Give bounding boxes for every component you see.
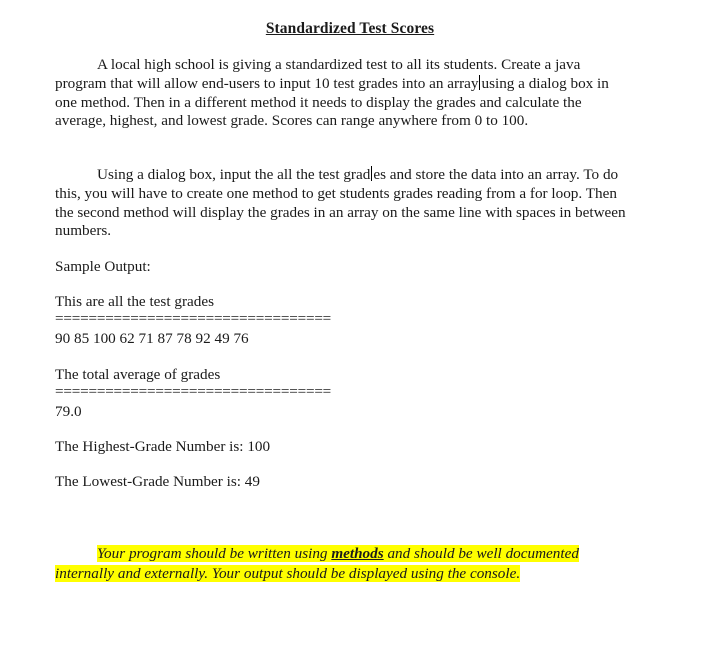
instructions-paragraph (55, 166, 633, 241)
lowest-grade-line: The Lowest-Grade Number is: 49 (55, 473, 260, 490)
intro-paragraph (55, 56, 633, 131)
instructions-text-end: es and store the data into an array. To do this, you will have to create one method to get students grades reading from a for loop. Then the second method will display the grades in an array on the same line with spaces in between numbers. (55, 166, 626, 240)
intro-text-end: using a dialog box in one method. Then in a different method it needs to display the grades and calculate the average, highest, and lowest grade. Scores can range anywhere from 0 to 100. (55, 74, 609, 130)
separator-line: ================================= (55, 310, 332, 327)
requirements-note (55, 544, 635, 584)
average-header: The total average of grades (55, 366, 221, 383)
intro-text-start: A local high school is giving a standardized test to all its students. Create a java program that will allow end-users to input 10 test grades into an array (55, 56, 581, 92)
note-highlight (55, 545, 579, 582)
note-text-start: Your program should be written using (97, 545, 332, 562)
instructions-text-start: Using a dialog box, input the all the test grad (97, 166, 371, 183)
note-emphasis: methods (331, 545, 384, 562)
grades-list: 90 85 100 62 71 87 78 92 49 76 (55, 330, 249, 347)
note-text-end: and should be well documented internally and externally. Your output should be displayed using the console. (55, 545, 579, 582)
separator-line: ================================= (55, 383, 332, 400)
highest-grade-line: The Highest-Grade Number is: 100 (55, 438, 271, 455)
average-value: 79.0 (55, 403, 82, 420)
grades-header: This are all the test grades (55, 293, 214, 310)
document-title: Standardized Test Scores (265, 20, 435, 37)
sample-output-label: Sample Output: (55, 258, 151, 275)
